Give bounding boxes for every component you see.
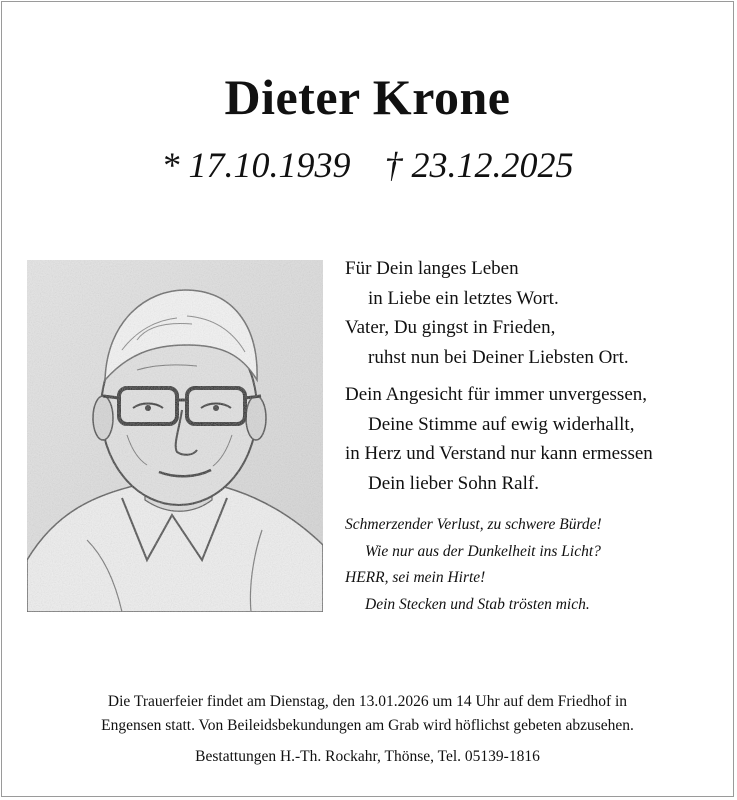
deceased-name: Dieter Krone	[224, 69, 511, 125]
poem-line: Für Dein langes Leben	[345, 258, 519, 279]
poem-line: Dein Angesicht für immer unvergessen,	[345, 384, 647, 405]
poem	[345, 254, 725, 506]
verse-line: Schmerzender Verlust, zu schwere Bürde!	[345, 516, 602, 533]
poem-line: in Herz und Verstand nur kann ermessen	[345, 443, 653, 464]
funeral-line: Engensen statt. Von Beileidsbekundungen am Grab wird höflichst gebeten abzusehen.	[101, 716, 634, 734]
verse	[345, 512, 725, 618]
poem-line: Vater, Du gingst in Frieden,	[345, 317, 556, 338]
verse-line: HERR, sei mein Hirte!	[345, 569, 486, 586]
death-date: † 23.12.2025	[384, 145, 574, 185]
poem-stanza-2	[345, 380, 725, 498]
poem-line: ruhst nun bei Deiner Liebsten Ort.	[368, 346, 629, 368]
poem-line: Deine Stimme auf ewig widerhallt,	[368, 413, 635, 435]
portrait-photo	[27, 260, 323, 612]
obituary-notice	[1, 1, 734, 797]
poem-stanza-1	[345, 254, 725, 372]
funeral-line: Die Trauerfeier findet am Dienstag, den 13.01.2026 um 14 Uhr auf dem Friedhof in	[107, 693, 628, 710]
poem-line: Dein lieber Sohn Ralf.	[368, 472, 539, 494]
undertaker: Bestattungen H.-Th. Rockahr, Thönse, Tel. 05139-1816	[195, 748, 540, 765]
life-dates	[2, 144, 733, 186]
funeral-info	[2, 690, 733, 769]
birth-date: * 17.10.1939	[161, 145, 351, 185]
verse-line: Dein Stecken und Stab trösten mich.	[365, 595, 590, 613]
poem-line: in Liebe ein letztes Wort.	[368, 287, 559, 309]
verse-line: Wie nur aus der Dunkelheit ins Licht?	[365, 542, 601, 560]
portrait-photo-icon	[27, 260, 323, 612]
